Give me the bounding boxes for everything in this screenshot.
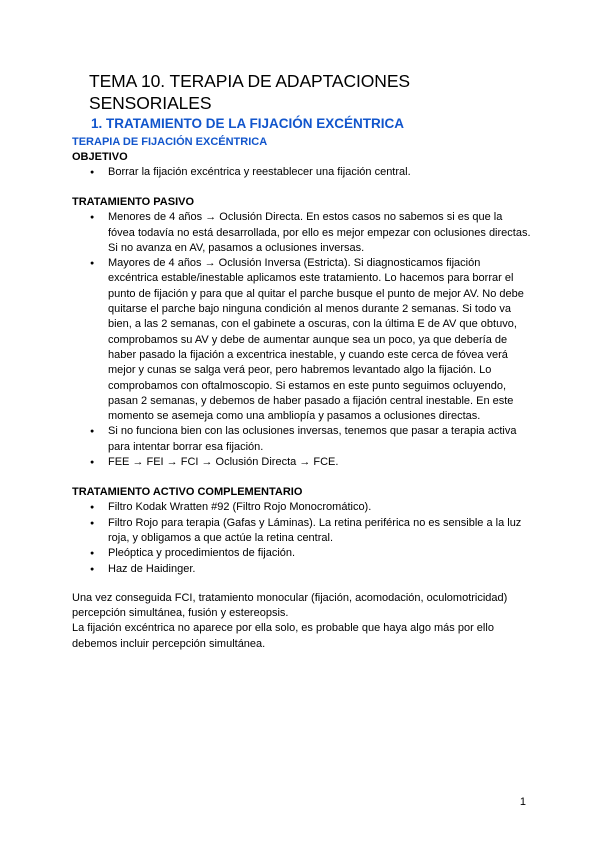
list-item: ● Filtro Kodak Wratten #92 (Filtro Rojo Monocromático). <box>72 500 532 515</box>
document-title: TEMA 10. TERAPIA DE ADAPTACIONES SENSORIALES <box>89 71 410 113</box>
objetivo-label: OBJETIVO <box>72 151 128 163</box>
list-item: ● Si no funciona bien con las oclusiones inversas, tenemos que pasar a terapia activa para intentar borrar esa fijación. <box>72 424 532 455</box>
activo-label: TRATAMIENTO ACTIVO COMPLEMENTARIO <box>72 486 303 499</box>
list-item: ● Borrar la fijación excéntrica y reestablecer una fijación central. <box>72 165 532 180</box>
list-item: ● Filtro Rojo para terapia (Gafas y Láminas). La retina periférica no es sensible a la luz roja, y obligamos a que actúe la retina central. <box>72 516 532 547</box>
list-item: ● Pleóptica y procedimientos de fijación. <box>72 546 532 561</box>
document-page <box>72 70 532 652</box>
list-item: ● Mayores de 4 años → Oclusión Inversa (Estricta). Si diagnosticamos fijación excéntrica estable/inestable aplicamos este tratamiento. Lo hacemos para borrar el punto de fijación y para que al quitar el parche busque el punto de mejor AV. No debe quitarse el parche bajo ninguna condición al menos durante 2 semanas. Si todo va bien, a las 2 semanas, con el gabinete a oscuras, con la última E de AV que obtuvo, comprobamos su AV y debe de aumentar aunque sea un poco, ya que debería de haber pasado la fijación a excentrica inestable, y cuando este cerca de fóvea verá mejor y cunas se salga verá peor, pero habremos levantado algo la fijación. Lo comprobamos con oftalmoscopio. Si estamos en este punto seguimos ocluyendo, pasan 2 semanas, y debemos de haber pasado a fijación central inestable. En este momento se asemeja como una ambliopía y pasamos a oclusiones directas. <box>72 256 532 424</box>
activo-list <box>72 500 532 576</box>
closing-paragraph-2: La fijación excéntrica no aparece por ella solo, es probable que haya algo más por ello debemos incluir percepción simultánea. <box>72 622 494 650</box>
page-number: 1 <box>519 796 526 808</box>
list-item: ● FEE → FEI → FCI → Oclusión Directa → FCE. <box>72 455 532 470</box>
pasivo-list <box>72 210 532 470</box>
list-item: ● Menores de 4 años → Oclusión Directa. En estos casos no sabemos si es que la fóvea todavía no está desarrollada, por ello es mejor empezar con oclusiones directas. Si no avanza en AV, pasamos a oclusiones inversas. <box>72 210 532 256</box>
objetivo-list <box>72 165 532 180</box>
list-item: ● Haz de Haidinger. <box>72 562 532 577</box>
therapy-subheading: TERAPIA DE FIJACIÓN EXCÉNTRICA <box>72 136 268 148</box>
section-heading: 1. TRATAMIENTO DE LA FIJACIÓN EXCÉNTRICA <box>91 116 405 131</box>
pasivo-label: TRATAMIENTO PASIVO <box>72 196 195 209</box>
closing-paragraph-1: Una vez conseguida FCI, tratamiento monocular (fijación, acomodación, oculomotricidad) percepción simultánea, fusión y estereopsis. <box>72 591 508 620</box>
